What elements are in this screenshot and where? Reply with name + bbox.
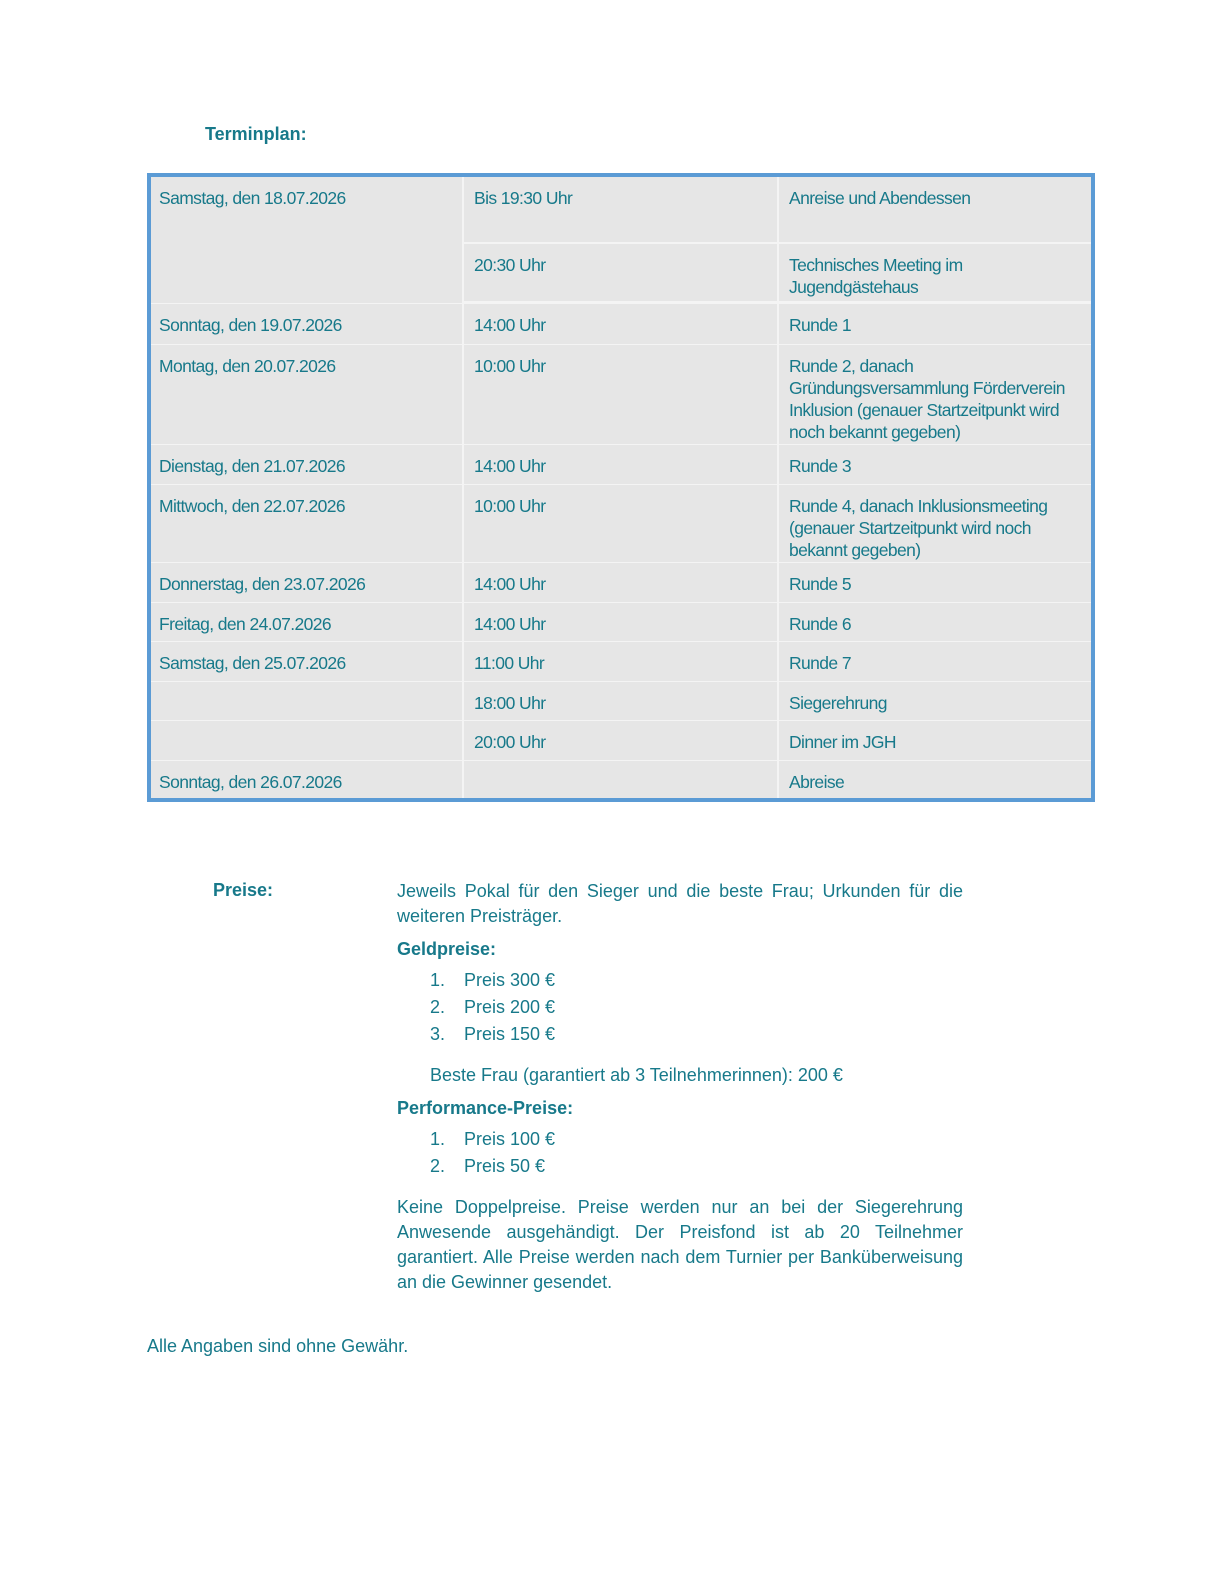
list-text: Preis 150 € — [464, 1024, 556, 1044]
time-cell: 11:00 Uhr — [464, 642, 779, 681]
event-cell: Dinner im JGH — [789, 732, 896, 752]
prizes-label: Preise: — [213, 880, 274, 900]
list-number: 2. — [430, 997, 446, 1017]
event-cell: Siegerehrung — [789, 693, 887, 713]
time-cell — [464, 761, 779, 798]
date-cell — [151, 721, 464, 760]
table-row — [151, 642, 1091, 682]
disclaimer: Alle Angaben sind ohne Gewähr. — [147, 1336, 409, 1356]
prizes-section — [397, 879, 963, 1295]
money-prizes-list — [397, 968, 963, 1049]
schedule-heading: Terminplan: — [205, 124, 307, 144]
time-cell: 10:00 Uhr — [464, 485, 779, 562]
table-row — [151, 485, 1091, 563]
date-cell: Donnerstag, den 23.07.2026 — [151, 563, 464, 602]
list-number: 3. — [430, 1024, 446, 1044]
list-item — [397, 1022, 963, 1049]
date-cell: Montag, den 20.07.2026 — [151, 345, 464, 444]
list-text: Preis 100 € — [464, 1129, 556, 1149]
event-cell: Runde 5 — [789, 574, 851, 594]
time-cell: 20:30 Uhr — [464, 244, 779, 303]
date-cell: Mittwoch, den 22.07.2026 — [151, 485, 464, 562]
money-prizes-heading: Geldpreise: — [397, 939, 497, 959]
time-cell: 14:00 Uhr — [464, 304, 779, 344]
event-cell: Runde 4, danach Inklusionsmeeting (genauer Startzeitpunkt wird noch bekannt gegeben) — [789, 496, 1048, 560]
date-cell — [151, 682, 464, 720]
table-row — [151, 563, 1091, 603]
date-cell: Samstag, den 25.07.2026 — [151, 642, 464, 681]
time-cell: 18:00 Uhr — [464, 682, 779, 720]
prizes-closing-text: Keine Doppelpreise. Preise werden nur an bei der Siegerehrung Anwesende ausgehändigt. Der Preisfond ist ab 20 Teilnehmer garantiert. Alle Preise werden nach dem Turnier per Banküberweisung an die Gewinner gesendet. — [397, 1197, 963, 1292]
table-row — [151, 345, 1091, 445]
list-item — [397, 1154, 963, 1181]
event-cell: Runde 6 — [789, 614, 851, 634]
list-number: 2. — [430, 1156, 446, 1176]
date-cell: Dienstag, den 21.07.2026 — [151, 445, 464, 484]
best-woman-prize: Beste Frau (garantiert ab 3 Teilnehmerinnen): 200 € — [430, 1065, 843, 1085]
date-cell: Sonntag, den 19.07.2026 — [151, 304, 464, 344]
time-cell: Bis 19:30 Uhr — [464, 177, 779, 244]
date-cell: Freitag, den 24.07.2026 — [151, 603, 464, 641]
table-row — [151, 603, 1091, 642]
schedule-table — [147, 173, 1095, 802]
prizes-intro: Jeweils Pokal für den Sieger und die beste Frau; Urkunden für die weiteren Preisträger. — [397, 881, 963, 926]
table-row — [151, 445, 1091, 485]
performance-prizes-list — [397, 1127, 963, 1181]
event-cell: Runde 1 — [789, 315, 851, 335]
event-cell: Runde 2, danach Gründungsversammlung Förderverein Inklusion (genauer Startzeitpunkt wird noch bekannt gegeben) — [789, 356, 1065, 442]
time-cell: 20:00 Uhr — [464, 721, 779, 760]
list-text: Preis 200 € — [464, 997, 556, 1017]
event-cell: Runde 3 — [789, 456, 851, 476]
date-cell: Sonntag, den 26.07.2026 — [151, 761, 464, 798]
table-row — [151, 721, 1091, 761]
list-text: Preis 50 € — [464, 1156, 546, 1176]
time-cell: 14:00 Uhr — [464, 445, 779, 484]
list-text: Preis 300 € — [464, 970, 556, 990]
event-cell: Anreise und Abendessen — [779, 177, 1091, 244]
time-cell: 10:00 Uhr — [464, 345, 779, 444]
performance-prizes-heading: Performance-Preise: — [397, 1098, 574, 1118]
list-number: 1. — [430, 1129, 446, 1149]
date-cell: Samstag, den 18.07.2026 — [151, 177, 464, 303]
list-item — [397, 968, 963, 995]
list-number: 1. — [430, 970, 446, 990]
event-cell: Technisches Meeting im Jugendgästehaus — [779, 244, 1091, 303]
list-item — [397, 995, 963, 1022]
event-cell: Runde 7 — [789, 653, 851, 673]
time-cell: 14:00 Uhr — [464, 603, 779, 641]
table-row — [151, 177, 1091, 304]
table-row — [151, 304, 1091, 345]
time-cell: 14:00 Uhr — [464, 563, 779, 602]
table-row — [151, 682, 1091, 721]
event-cell: Abreise — [789, 772, 845, 792]
table-row — [151, 761, 1091, 798]
list-item — [397, 1127, 963, 1154]
